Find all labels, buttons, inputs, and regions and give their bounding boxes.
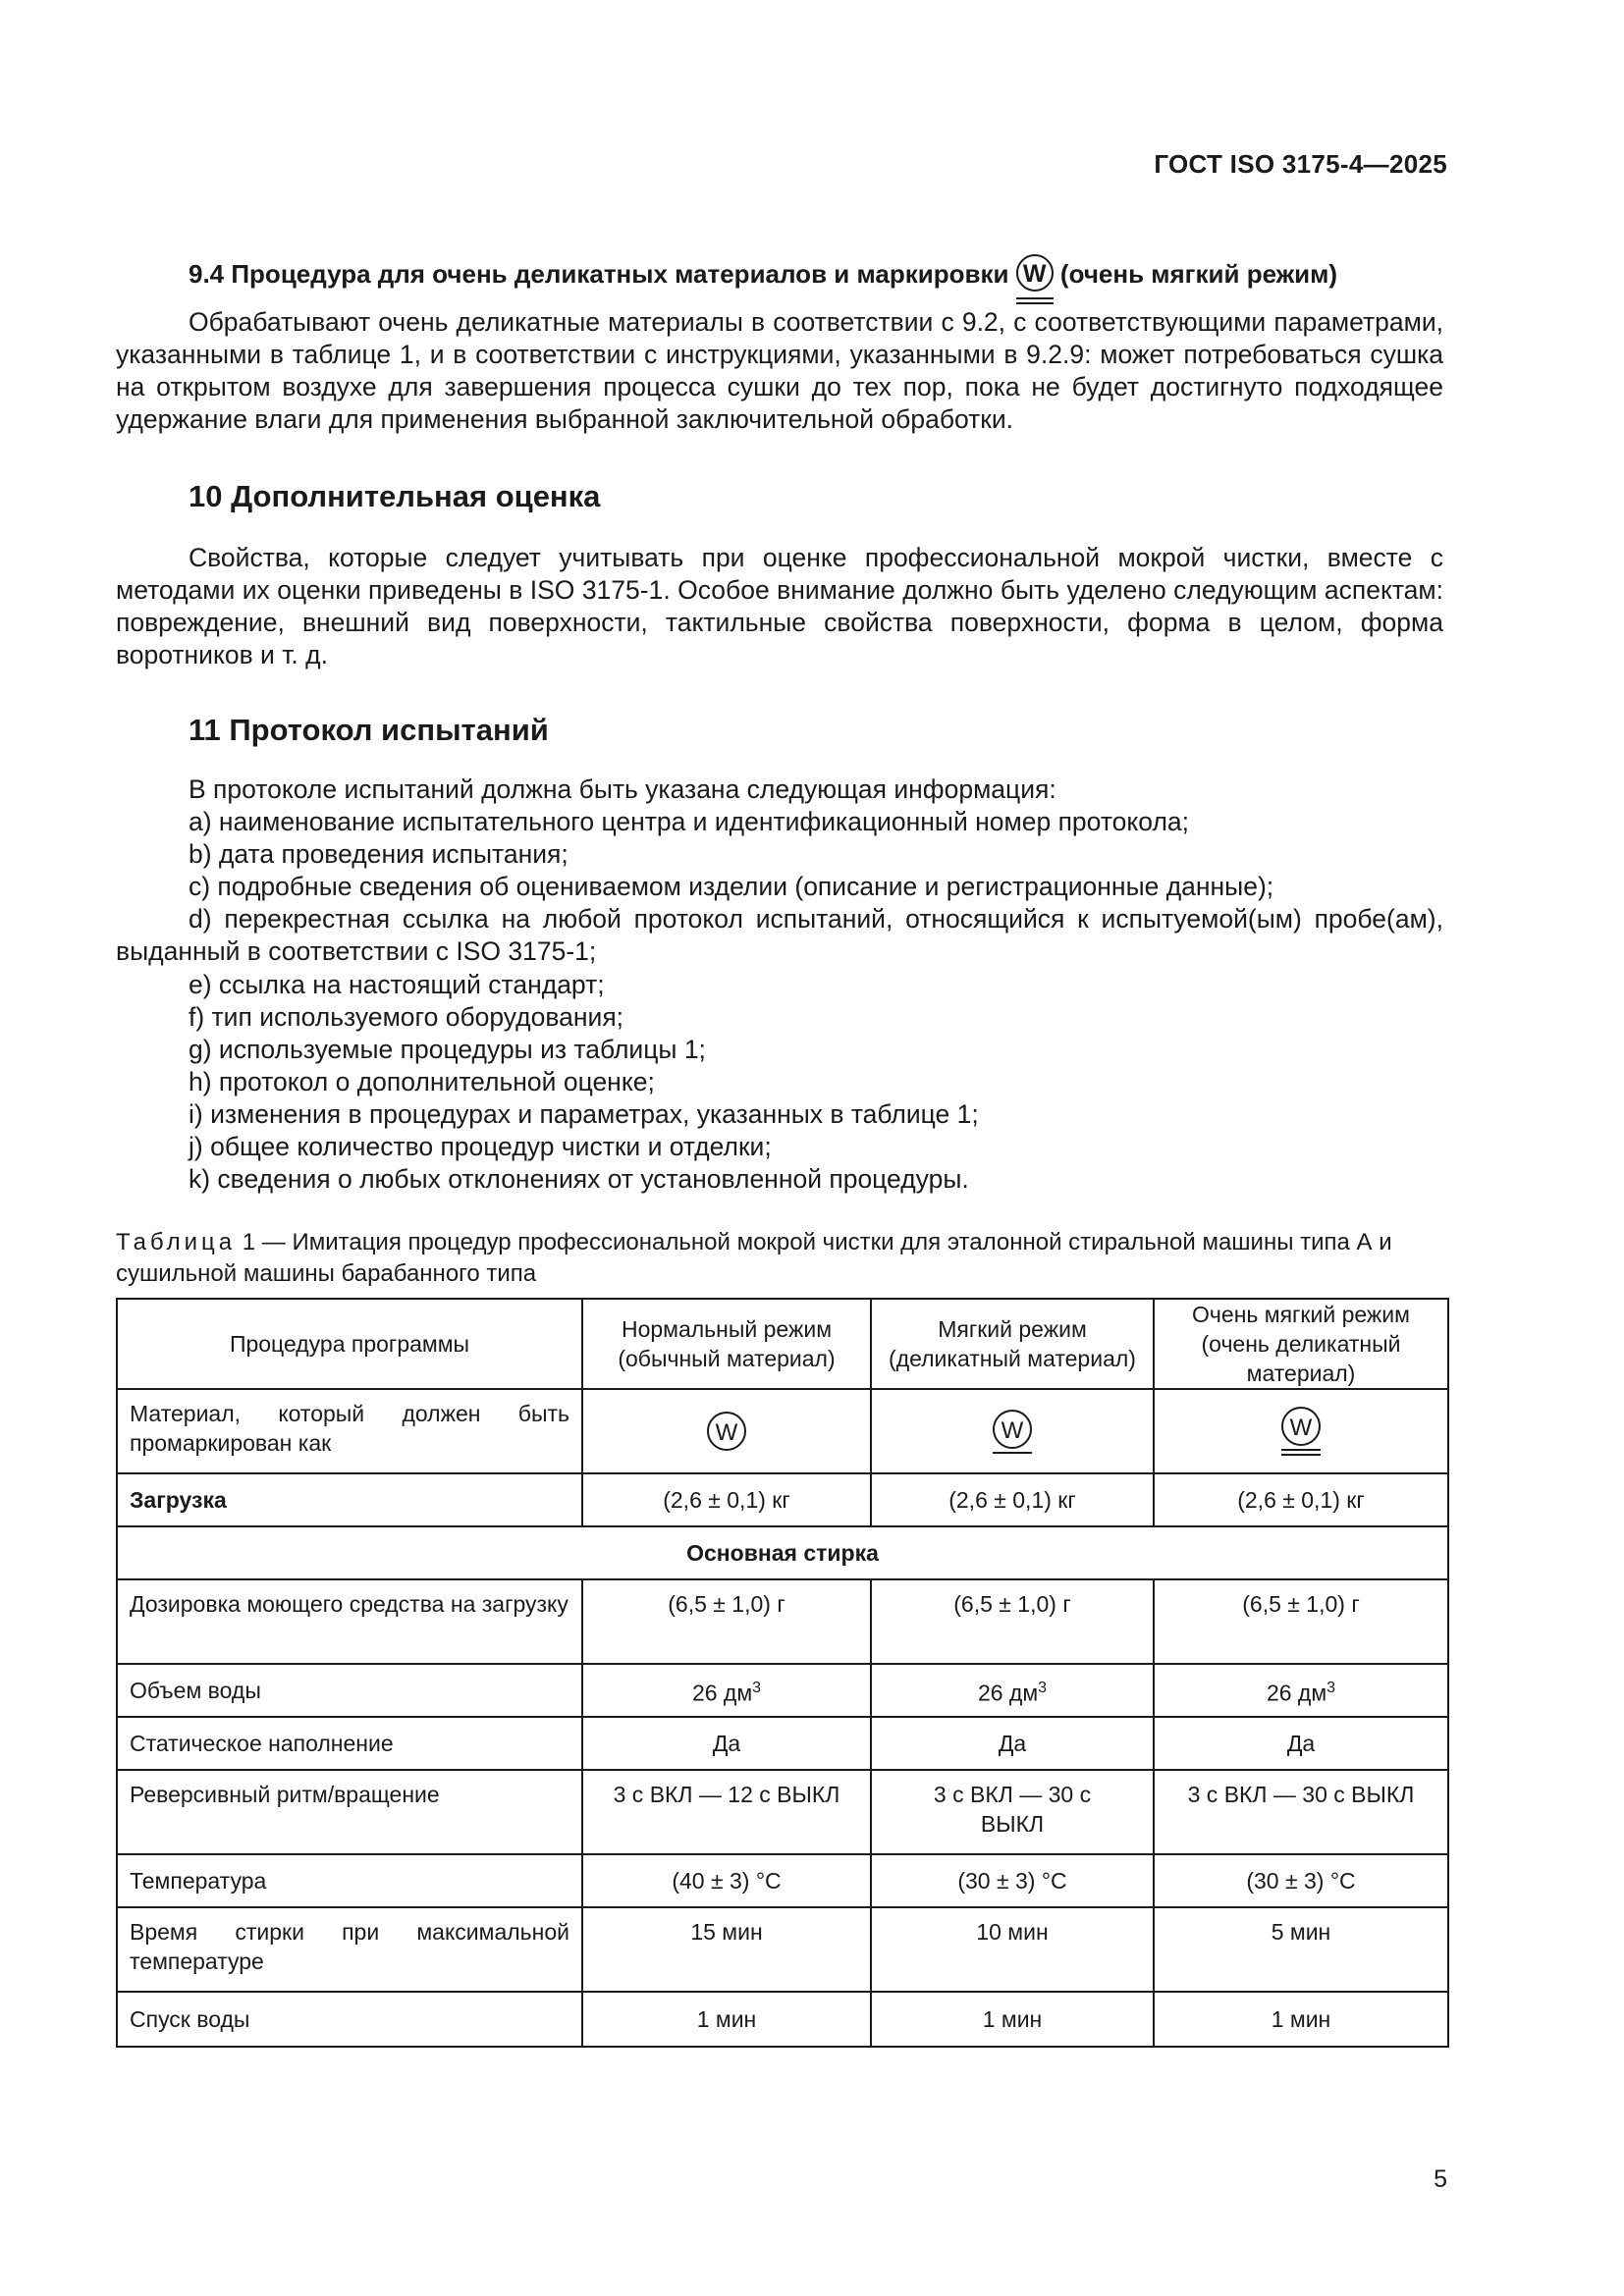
- section-10-body: [116, 542, 1443, 671]
- table-cell: 15 мин: [582, 1907, 871, 1992]
- cell-value: 26 дм: [977, 1680, 1039, 1706]
- table-row: [117, 1992, 1448, 2047]
- list-item: k) сведения о любых отклонениях от установленной процедуры.: [189, 1164, 969, 1195]
- table-row-label: Время стирки при максимальной температуре: [117, 1907, 582, 1992]
- table-header-cell: Очень мягкий режим (очень деликатный материал): [1154, 1299, 1448, 1389]
- table-cell: 1 мин: [582, 1992, 871, 2047]
- table-cell: 1 мин: [1154, 1992, 1448, 2047]
- table-row-label: Статическое наполнение: [117, 1717, 582, 1770]
- unit-exponent: 3: [1038, 1679, 1048, 1696]
- table-cell: Да: [582, 1717, 871, 1770]
- wet-clean-icon: W: [1016, 254, 1054, 292]
- wet-clean-icon: W: [707, 1412, 746, 1451]
- table-row-label: Дозировка моющего средства на загрузку: [117, 1579, 582, 1664]
- table-caption: [116, 1227, 1447, 1290]
- table-header-row: [117, 1299, 1448, 1389]
- table-cell: 10 мин: [871, 1907, 1154, 1992]
- table-cell: [582, 1664, 871, 1717]
- cell-value: 26 дм: [1266, 1680, 1327, 1706]
- section-11-heading: 11 Протокол испытаний: [189, 713, 549, 747]
- table-cell: (2,6 ± 0,1) кг: [871, 1473, 1154, 1526]
- test-report-list: [116, 774, 1443, 1196]
- gentle-wet-clean-symbol: [993, 1410, 1032, 1454]
- list-item: j) общее количество процедур чистки и отделки;: [189, 1132, 772, 1162]
- wet-cleaning-table: [116, 1298, 1449, 2048]
- table-cell: (2,6 ± 0,1) кг: [582, 1473, 871, 1526]
- table-caption-label: Таблица: [116, 1229, 237, 1255]
- table-header-cell: Мягкий режим (деликатный материал): [871, 1299, 1154, 1389]
- section-9-4-title: 9.4 Процедура для очень деликатных материалов и маркировки: [189, 258, 1009, 289]
- table-cell: (6,5 ± 1,0) г: [582, 1579, 871, 1664]
- table-row-label: Спуск воды: [117, 1992, 582, 2047]
- table-cell: (30 ± 3) °С: [1154, 1854, 1448, 1907]
- document-code: ГОСТ ISO 3175-4—2025: [1154, 149, 1447, 179]
- list-item: h) протокол о дополнительной оценке;: [189, 1066, 655, 1096]
- table-cell: [1154, 1664, 1448, 1717]
- list-item: a) наименование испытательного центра и идентификационный номер протокола;: [189, 807, 1190, 837]
- table-cell: Да: [871, 1717, 1154, 1770]
- cell-value: 26 дм: [691, 1680, 753, 1706]
- section-9-4-body: [116, 306, 1443, 436]
- table-row-label: Объем воды: [117, 1664, 582, 1717]
- table-cell: Да: [1154, 1717, 1448, 1770]
- table-cell: [1154, 1389, 1448, 1473]
- list-item: e) ссылка на настоящий стандарт;: [189, 969, 605, 999]
- list-item: d) перекрестная ссылка на любой протокол испытаний, относящийся к испытуемой(ым) пробе(ам), выданный в соответствии с ISO 3175-1;: [116, 904, 1443, 967]
- table-cell: 5 мин: [1154, 1907, 1448, 1992]
- table-header-cell: Процедура программы: [117, 1299, 582, 1389]
- wet-clean-icon: W: [1281, 1407, 1321, 1446]
- table-row: [117, 1579, 1448, 1664]
- table-cell: [871, 1664, 1154, 1717]
- unit-exponent: 3: [1326, 1679, 1336, 1696]
- table-section-row: [117, 1526, 1448, 1579]
- table-cell: (6,5 ± 1,0) г: [871, 1579, 1154, 1664]
- table-cell: (30 ± 3) °С: [871, 1854, 1154, 1907]
- table-cell: 1 мин: [871, 1992, 1154, 2047]
- section-10-text: Свойства, которые следует учитывать при оценке профессиональной мокрой чистки, вместе с методами их оценки приведены в ISO 3175-1. Особое внимание должно быть уделено следующим аспектам: повреждение, внешний вид поверхности, тактильные свойства поверхности, форма в целом, форма воротников и т. д.: [116, 543, 1443, 669]
- very-gentle-wet-clean-symbol: [1016, 257, 1054, 304]
- table-cell: [871, 1389, 1154, 1473]
- list-item: b) дата проведения испытания;: [189, 839, 568, 870]
- wet-clean-icon: W: [993, 1410, 1032, 1449]
- table-row-label: Материал, который должен быть промаркирован как: [117, 1389, 582, 1473]
- list-intro: В протоколе испытаний должна быть указана следующая информация:: [189, 774, 1056, 804]
- list-item: c) подробные сведения об оцениваемом изделии (описание и регистрационные данные);: [189, 872, 1274, 902]
- table-caption-text: 1 — Имитация процедур профессиональной мокрой чистки для эталонной стиральной машины типа А и сушильной машины барабанного типа: [116, 1229, 1392, 1287]
- table-header-cell: Нормальный режим (обычный материал): [582, 1299, 871, 1389]
- section-9-4-title-suffix: (очень мягкий режим): [1059, 258, 1338, 289]
- section-10-heading: 10 Дополнительная оценка: [189, 479, 601, 513]
- table-row: [117, 1473, 1448, 1526]
- table-row-label: Температура: [117, 1854, 582, 1907]
- table-row: [117, 1389, 1448, 1473]
- section-9-4-text: Обрабатывают очень деликатные материалы в соответствии с 9.2, с соответствующими параметрами, указанными в таблице 1, и в соответствии с инструкциями, указанными в 9.2.9: может потребоваться сушка на открытом воздухе для завершения процесса сушки до тех пор, пока не будет достигнуто подходящее удержание влаги для применения выбранной заключительной обработки.: [116, 307, 1443, 434]
- unit-exponent: 3: [752, 1679, 762, 1696]
- table-row-label: Реверсивный ритм/вращение: [117, 1770, 582, 1854]
- table-cell: 3 с ВКЛ — 30 с ВЫКЛ: [871, 1770, 1154, 1854]
- list-item: g) используемые процедуры из таблицы 1;: [189, 1034, 706, 1064]
- table-row: [117, 1717, 1448, 1770]
- table-cell: (40 ± 3) °С: [582, 1854, 871, 1907]
- table-row: [117, 1770, 1448, 1854]
- page-number: 5: [1434, 2165, 1447, 2193]
- very-gentle-wet-clean-symbol: [1281, 1407, 1321, 1456]
- table-cell: (2,6 ± 0,1) кг: [1154, 1473, 1448, 1526]
- table-row-label: Загрузка: [117, 1473, 582, 1526]
- table-section-title: Основная стирка: [117, 1526, 1448, 1579]
- table-cell: 3 с ВКЛ — 30 с ВЫКЛ: [1154, 1770, 1448, 1854]
- table-row: [117, 1907, 1448, 1992]
- table-cell: 3 с ВКЛ — 12 с ВЫКЛ: [582, 1770, 871, 1854]
- table-row: [117, 1854, 1448, 1907]
- table-cell: [582, 1389, 871, 1473]
- list-item: f) тип используемого оборудования;: [189, 1001, 624, 1032]
- table-cell: (6,5 ± 1,0) г: [1154, 1579, 1448, 1664]
- list-item: i) изменения в процедурах и параметрах, указанных в таблице 1;: [189, 1098, 979, 1129]
- table-row: [117, 1664, 1448, 1717]
- section-9-4-heading: [189, 257, 1337, 304]
